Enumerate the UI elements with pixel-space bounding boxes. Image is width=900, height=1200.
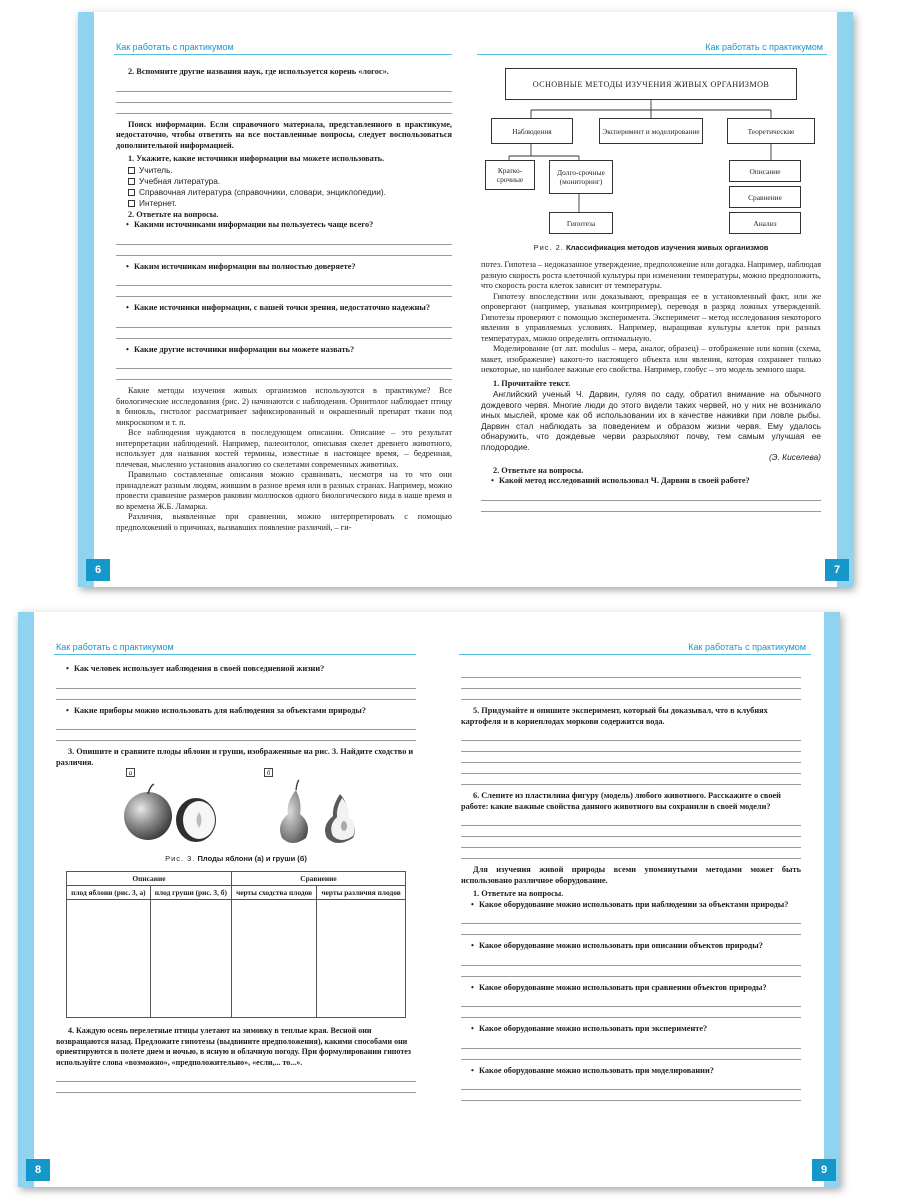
question-answer: 1. Ответьте на вопросы. xyxy=(473,889,564,898)
answer-lines xyxy=(461,996,801,1018)
fruit-figure xyxy=(56,768,416,850)
comparison-table xyxy=(66,871,406,1018)
running-head: Как работать с практикумом xyxy=(705,42,823,52)
question-answer: 2. Ответьте на вопросы. xyxy=(493,465,584,475)
bullet-question: • Какие источники информации, с вашей точки зрения, недостаточно надежны? xyxy=(126,303,452,314)
page-9 xyxy=(431,612,840,1187)
paragraph-comparison: Правильно составленные описания можно сравнивать, несмотря на то что они принадлежат разным людям, жившим в разное время или в разных странах. Например, можно провести сравнение размеров раковин моллюсков одного биологического вида в наше время и во времена Ж.Б. Ламарка. xyxy=(116,470,452,511)
bullet-question: • Какое оборудование можно использовать при моделировании? xyxy=(471,1066,801,1077)
caption-text: Плоды яблони (а) и груши (б) xyxy=(197,854,307,863)
spread-pages-8-9 xyxy=(18,612,840,1187)
table-row xyxy=(67,900,406,1018)
attribution: (Э. Киселева) xyxy=(769,452,821,462)
answer-lines xyxy=(461,730,801,785)
page-8 xyxy=(18,612,427,1187)
checkbox-teacher[interactable] xyxy=(116,165,452,176)
running-head-rule xyxy=(477,54,827,55)
answer-lines xyxy=(56,1071,416,1093)
question-birds: 4. Каждую осень перелетные птицы улетают на зимовку в теплые края. Весной они возвращаются назад. Предложите гипотезы (выдвините предположения), какими способами они ориентируются в полете днем и ночью, в ясную и облачную погоду. При формулировании гипотез используйте слова «возможно», «предположительно», «если,... то...». xyxy=(56,1026,412,1067)
table-cell[interactable] xyxy=(67,900,151,1018)
bullet-question: • Каким источникам информации вы полностью доверяете? xyxy=(126,262,452,273)
darwin-text: Английский ученый Ч. Дарвин, гуляя по саду, обратил внимание на обычного дождевого червя. Многие люди до этого видели таких червей, но у них не возникало иных мыслей, кроме как об использовании их в качестве наживки при ловле рыбы. Дарвин стал наблюдать за поведением и образом жизни червя. Ему удалось обнаружить, что дождевые черви разрыхляют почву, тем самым улучшая ее плодородие. xyxy=(481,389,821,452)
checkbox-textbooks[interactable] xyxy=(116,176,452,187)
bullet-question: • Какие другие источники информации вы можете назвать? xyxy=(126,345,452,356)
answer-lines xyxy=(116,317,452,339)
spread-pages-6-7 xyxy=(78,12,853,587)
running-head: Как работать с практикумом xyxy=(56,642,174,652)
figure-caption xyxy=(481,243,821,252)
question-experiment: 5. Придумайте и опишите эксперимент, который бы доказывал, что в клубнях картофеля и в корнеплодах моркови содержится вода. xyxy=(461,706,768,726)
table-cell[interactable] xyxy=(150,900,231,1018)
page-number: 6 xyxy=(86,559,110,581)
running-head-rule xyxy=(54,654,416,655)
answer-lines xyxy=(461,1079,801,1101)
question-logos: 2. Вспомните другие названия наук, где используется корень «логос». xyxy=(128,67,389,76)
answer-lines xyxy=(461,1038,801,1060)
diagram-experiment-box: Эксперимент и моделирование xyxy=(599,118,703,144)
bullet-question: • Как человек использует наблюдения в своей повседневной жизни? xyxy=(66,664,416,675)
question-fruits: 3. Опишите и сравните плоды яблони и груши, изображенные на рис. 3. Найдите сходство и различия. xyxy=(56,747,414,767)
apple-whole xyxy=(124,784,172,840)
diagram-observation-box: Наблюдения xyxy=(491,118,573,144)
table-cell[interactable] xyxy=(317,900,406,1018)
methods-diagram xyxy=(481,64,821,239)
diagram-hypothesis-box: Гипотеза xyxy=(549,212,613,234)
answer-lines xyxy=(461,667,801,700)
checkbox-internet[interactable] xyxy=(116,198,452,209)
bullet-question: • Какими источниками информации вы пользуетесь чаще всего? xyxy=(126,220,452,231)
paragraph-modeling: Моделирование (от лат. modulus – мера, аналог, образец) – отображение или копия (схема, макет, изображение) какого-то настоящего объекта или явления, которая сохраняет только некоторые, но наиболее важные его свойства. Например, глобус – это модель земного шара. xyxy=(481,344,821,374)
table-header-row xyxy=(67,886,406,900)
answer-lines xyxy=(481,490,821,512)
answer-lines xyxy=(116,81,452,114)
pear-whole xyxy=(280,780,308,843)
caption-text: Классификация методов изучения живых организмов xyxy=(566,243,769,252)
table-cell[interactable] xyxy=(231,900,316,1018)
running-head-rule xyxy=(114,54,452,55)
search-intro: Поиск информации. Если справочного материала, представленного в практикуме, недостаточно, чтобы ответить на все поставленные вопросы, следует воспользоваться дополнительной информацией. xyxy=(116,119,452,150)
paragraph-experiment: Гипотезу впоследствии или доказывают, превращая ее в установленный факт, или же опровергают (например, указывая контрпример), переводя в разряд ложных утверждений. Гипотезы проверяют с помощью эксперимента. Эксперимент – метод исследования некоторого явления в управляемых условиях. Например, выращивая культуры клеток при разных температурах, можно определить оптимальную. xyxy=(481,291,821,343)
answer-lines xyxy=(461,913,801,935)
running-head: Как работать с практикумом xyxy=(116,42,234,52)
table-column-header: черты различия плодов xyxy=(317,886,406,900)
page-9-content xyxy=(461,664,801,1107)
paragraph-methods: Какие методы изучения живых организмов используются в практикуме? Все биологические исследования (рис. 2) начинаются с наблюдения. Орнитолог наблюдает птицу в бинокль, гистолог рассматривает зафиксированный и окрашенный препарат ткани под микроскопом и т. п. xyxy=(116,386,452,427)
table-group-header: Описание xyxy=(67,872,232,886)
bullet-question: • Какие приборы можно использовать для наблюдения за объектами природы? xyxy=(66,706,416,717)
answer-lines xyxy=(56,719,416,741)
caption-label: Рис. 3. xyxy=(165,854,196,863)
bullet-question: • Какой метод исследований использовал Ч. Дарвин в своей работе? xyxy=(491,476,821,487)
figure-label-a: а xyxy=(126,768,135,777)
bullet-question: • Какое оборудование можно использовать при эксперименте? xyxy=(471,1024,801,1035)
paragraph-hypothesis: потез. Гипотеза – недоказанное утверждение, предположение или догадка. Например, наблюдая разную скорость роста клеточной культуры при изменении температуры, можно предположить, что скорость роста клеток зависит от температуры. xyxy=(481,260,822,290)
table-column-header: черты сходства плодов xyxy=(231,886,316,900)
page-edge-bar xyxy=(824,612,840,1187)
question-sources: 1. Укажите, какие источники информации вы можете использовать. xyxy=(128,154,385,163)
page-number: 8 xyxy=(26,1159,50,1181)
checkbox-label: Учитель. xyxy=(139,164,173,175)
paragraph-description: Все наблюдения нуждаются в последующем описании. Описание – это результат интерпретации наблюдений. Например, палеонтолог, описывая скелет древнего животного, использует для названия костей термины, известные в настоящее время, – бедренная, плечевая, мысленно установив аналогию со скелетами современных животных. xyxy=(116,428,452,469)
table-column-header: плод яблони (рис. 3, а) xyxy=(67,886,151,900)
question-model: 6. Слепите из пластилина фигуру (модель) любого животного. Расскажите о своей работе: какие важные свойства данного животного вы сохранили в своей модели? xyxy=(461,791,781,811)
running-head-rule xyxy=(459,654,811,655)
figure-label-b: б xyxy=(264,768,273,777)
diagram-long-term-box: Долго-срочные (мониторинг) xyxy=(549,160,613,194)
paragraph-differences: Различия, выявленные при сравнении, можно интерпретировать с помощью предположений о причинах, вызвавших появление различий, – ги- xyxy=(116,512,452,532)
bullet-question: • Какое оборудование можно использовать при описании объектов природы? xyxy=(471,941,801,952)
diagram-short-term-box: Кратко-срочные xyxy=(485,160,535,190)
page-7 xyxy=(467,12,853,587)
page-number: 9 xyxy=(812,1159,836,1181)
equipment-intro: Для изучения живой природы всеми упомянутыми методами может быть использовано различное оборудование. xyxy=(461,865,801,885)
page-edge-bar xyxy=(837,12,853,587)
answer-lines xyxy=(116,234,452,256)
table-header-row xyxy=(67,872,406,886)
diagram-title-box: ОСНОВНЫЕ МЕТОДЫ ИЗУЧЕНИЯ ЖИВЫХ ОРГАНИЗМОВ xyxy=(505,68,797,100)
checkbox-label: Учебная литература. xyxy=(139,175,221,186)
page-edge-bar xyxy=(18,612,34,1187)
checkbox-reference[interactable] xyxy=(116,187,452,198)
page-8-content xyxy=(56,664,416,1099)
page-6-content xyxy=(116,64,452,533)
page-edge-bar xyxy=(78,12,94,587)
apple-half xyxy=(176,798,216,842)
pear-half xyxy=(325,794,355,843)
caption-label: Рис. 2. xyxy=(533,243,564,252)
answer-lines xyxy=(116,275,452,297)
answer-lines xyxy=(116,358,452,380)
table-group-header: Сравнение xyxy=(231,872,405,886)
diagram-description-box: Описание xyxy=(729,160,801,182)
diagram-theoretical-box: Теоретические xyxy=(727,118,815,144)
figure-caption xyxy=(56,854,416,863)
bullet-question: • Какое оборудование можно использовать при сравнении объектов природы? xyxy=(471,983,801,994)
diagram-analysis-box: Анализ xyxy=(729,212,801,234)
checkbox-label: Интернет. xyxy=(139,197,177,208)
diagram-comparison-box: Сравнение xyxy=(729,186,801,208)
checkbox-label: Справочная литература (справочники, словари, энциклопедии). xyxy=(139,186,386,197)
fruit-illustration xyxy=(56,768,416,850)
table-column-header: плод груши (рис. 3, б) xyxy=(150,886,231,900)
bullet-question: • Какое оборудование можно использовать при наблюдении за объектами природы? xyxy=(471,900,801,911)
answer-lines xyxy=(461,955,801,977)
page-number: 7 xyxy=(825,559,849,581)
answer-lines xyxy=(56,678,416,700)
running-head: Как работать с практикумом xyxy=(688,642,806,652)
page-6 xyxy=(78,12,464,587)
question-read: 1. Прочитайте текст. xyxy=(493,378,571,388)
answer-lines xyxy=(461,815,801,859)
page-7-content xyxy=(481,64,821,518)
question-answer: 2. Ответьте на вопросы. xyxy=(128,209,219,219)
